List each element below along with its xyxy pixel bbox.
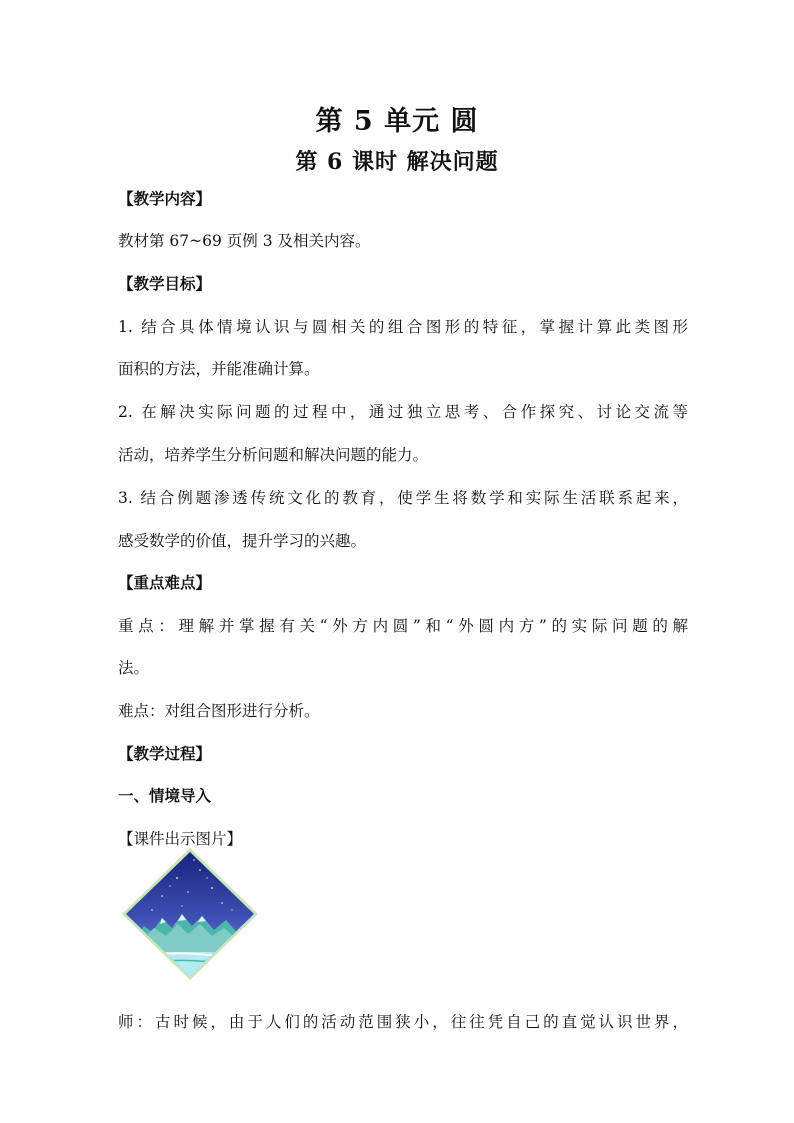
goal-1-line-1: 1. 结合具体情境认识与圆相关的组合图形的特征，掌握计算此类图形 [118, 318, 688, 336]
goal-1-line-2: 面积的方法，并能准确计算。 [118, 360, 320, 378]
goal-2-line-2: 活动，培养学生分析问题和解决问题的能力。 [118, 446, 429, 464]
courseware-label: 【课件出示图片】 [118, 830, 243, 848]
content-heading: 【教学内容】 [118, 189, 212, 208]
goals-heading: 【教学目标】 [118, 274, 212, 293]
goal-2-line-1: 2. 在解决实际问题的过程中，通过独立思考、合作探究、讨论交流等 [118, 403, 688, 421]
goal-3-line-2: 感受数学的价值，提升学习的兴趣。 [118, 532, 367, 550]
keypoint-line-2: 法。 [118, 659, 150, 677]
lesson-title: 第 6 课时 解决问题 [295, 149, 499, 175]
diamond-landscape-image [122, 848, 258, 980]
keypoint-line-1: 重点：理解并掌握有关“外方内圆”和“外圆内方”的实际问题的解 [118, 617, 688, 635]
keypoints-heading: 【重点难点】 [118, 573, 212, 592]
process-heading: 【教学过程】 [118, 744, 212, 763]
step-1-heading: 一、情境导入 [118, 786, 212, 805]
goal-3-line-1: 3. 结合例题渗透传统文化的教育，使学生将数学和实际生活联系起来， [118, 489, 688, 507]
unit-title: 第 5 单元 圆 [315, 106, 479, 137]
content-text: 教材第 67~69 页例 3 及相关内容。 [118, 232, 371, 250]
difficulty-text: 难点：对组合图形进行分析。 [118, 702, 320, 720]
teacher-line: 师：古时候，由于人们的活动范围狭小，往往凭自己的直觉认识世界， [118, 1013, 688, 1031]
